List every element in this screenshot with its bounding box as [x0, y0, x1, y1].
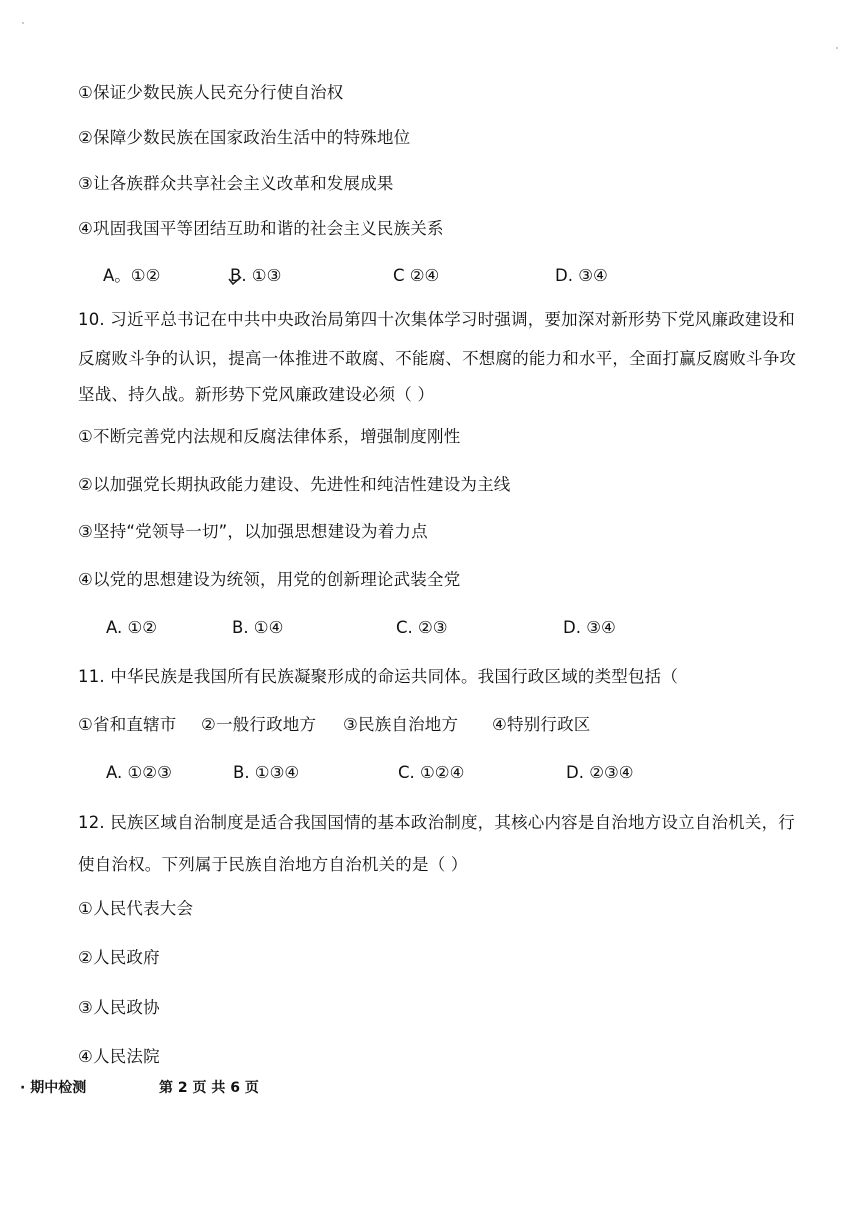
q10-option-1: ①不断完善党内法规和反腐法律体系，增强制度刚性: [78, 427, 461, 446]
q9-option-1: ①保证少数民族人民充分行使自治权: [78, 83, 344, 102]
q10-choice-d[interactable]: D. ③④: [563, 618, 616, 637]
q11-option-4: ④特别行政区: [492, 715, 591, 734]
q9-option-4: ④巩固我国平等团结互助和谐的社会主义民族关系: [78, 219, 444, 238]
q9-choice-b[interactable]: B. ①③: [230, 266, 282, 285]
q10-choice-b[interactable]: B. ①④: [232, 618, 284, 637]
q12-option-1: ①人民代表大会: [78, 899, 194, 918]
q10-choice-c[interactable]: C. ②③: [396, 618, 448, 637]
q11-option-1: ①省和直辖市: [78, 715, 177, 734]
q9-option-3: ③让各族群众共享社会主义改革和发展成果: [78, 174, 394, 193]
q10-option-3: ③坚持“党领导一切”，以加强思想建设为着力点: [78, 522, 428, 541]
scan-speck: [836, 47, 838, 49]
q12-stem-line-2: 使自治权。下列属于民族自治地方自治机关的是（ ）: [78, 855, 468, 874]
q11-option-3: ③民族自治地方: [343, 715, 459, 734]
footer-exam-label: · 期中检测: [20, 1080, 87, 1096]
q12-option-3: ③人民政协: [78, 998, 160, 1017]
q11-stem: 11. 中华民族是我国所有民族凝聚形成的命运共同体。我国行政区域的类型包括（: [78, 667, 679, 686]
q10-stem-line-1: 10. 习近平总书记在中共中央政治局第四十次集体学习时强调，要加深对新形势下党风廉政建设和: [78, 310, 795, 329]
q12-option-2: ②人民政府: [78, 948, 160, 967]
q9-choice-a[interactable]: A。①②: [103, 266, 161, 285]
q9-choice-c[interactable]: C ②④: [393, 266, 440, 285]
q11-option-2: ②一般行政地方: [201, 715, 317, 734]
q11-choice-d[interactable]: D. ②③④: [566, 763, 634, 782]
q10-stem-line-3: 坚战、持久战。新形势下党风廉政建设必须（ ）: [78, 385, 435, 404]
q10-option-2: ②以加强党长期执政能力建设、先进性和纯洁性建设为主线: [78, 475, 511, 494]
q11-choice-a[interactable]: A. ①②③: [106, 763, 172, 782]
q12-option-4: ④人民法院: [78, 1047, 160, 1066]
q11-choice-c[interactable]: C. ①②④: [398, 763, 465, 782]
q10-stem-line-2: 反腐败斗争的认识，提高一体推进不敢腐、不能腐、不想腐的能力和水平，全面打赢反腐败斗争攻: [78, 349, 797, 368]
q10-choice-a[interactable]: A. ①②: [106, 618, 158, 637]
q10-option-4: ④以党的思想建设为统领，用党的创新理论武装全党: [78, 570, 461, 589]
q11-choice-b[interactable]: B. ①③④: [233, 763, 300, 782]
handwritten-tick-mark: [228, 276, 242, 286]
scan-speck: [22, 22, 24, 24]
footer-page-number: 第 2 页 共 6 页: [159, 1080, 259, 1096]
q9-option-2: ②保障少数民族在国家政治生活中的特殊地位: [78, 128, 411, 147]
q12-stem-line-1: 12. 民族区域自治制度是适合我国国情的基本政治制度，其核心内容是自治地方设立自治机关，行: [78, 813, 795, 832]
q9-choice-d[interactable]: D. ③④: [555, 266, 608, 285]
